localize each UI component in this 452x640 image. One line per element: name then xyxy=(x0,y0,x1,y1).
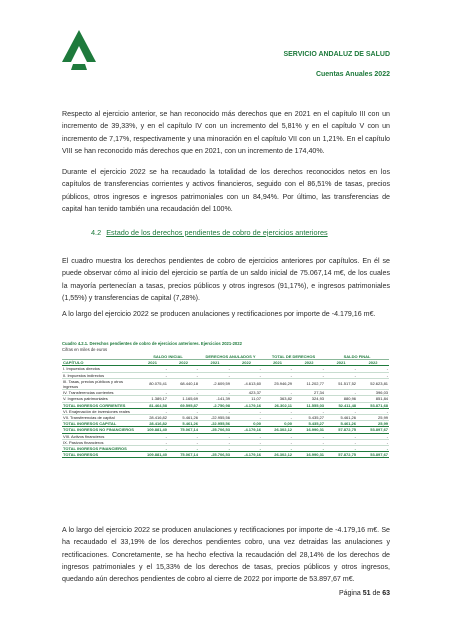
table-total-row xyxy=(62,427,389,433)
group-header-total-derechos: TOTAL DE DERECHOS xyxy=(262,354,325,360)
table-cell: 11.555,03 xyxy=(293,402,325,408)
table-cell: -2.750,98 xyxy=(199,402,231,408)
paragraph-anulaciones: A lo largo del ejercicio 2022 se producen anulaciones y rectificaciones por importe de -4.179,16 m€. xyxy=(62,310,376,318)
paragraph-capitulos: Respecto al ejercicio anterior, se han reconocido más derechos que en 2021 en el capítulo III con un incremento de 39,33%, y en el capítulo IV con un incremento del 5,81% y en el capítulo V con un incremento de 7,17%, respectivamente y una minoración en el capítulo VII con un 1,21%. En el capítulo VIII se han reconocido más derechos que en 2021, con un incremento de 174,40%. xyxy=(62,110,390,155)
table-cell: - xyxy=(325,366,357,372)
table-cell: 68.440,18 xyxy=(168,378,199,389)
table-cell: 28.416,82 xyxy=(137,415,168,421)
table-cell: - xyxy=(199,408,231,414)
table-cell: 16.990,31 xyxy=(293,427,325,433)
table-cell: - xyxy=(168,439,199,445)
table-cell: - xyxy=(293,372,325,378)
table-cell: -4.179,16 xyxy=(231,427,262,433)
row-label: TOTAL INGRESOS CORRIENTES xyxy=(62,402,137,408)
table-cell: - xyxy=(199,372,231,378)
group-header-saldo-inicial: SALDO INICIAL xyxy=(137,354,199,360)
table-cell: 25,99 xyxy=(357,421,389,427)
page-prefix: Página xyxy=(338,590,361,597)
table-subcaption: Cifras en miles de euros xyxy=(62,347,108,352)
table-cell: - xyxy=(231,366,262,372)
table-cell: -25.706,53 xyxy=(199,452,231,458)
year-header: 2022 xyxy=(231,360,262,366)
row-label: IV. Transferencias corrientes xyxy=(62,390,137,396)
table-cell: 0,00 xyxy=(262,421,293,427)
table-cell: - xyxy=(293,408,325,414)
table-total-row xyxy=(62,402,389,408)
table-cell: - xyxy=(357,372,389,378)
table-cell: - xyxy=(325,446,357,452)
table-cell: - xyxy=(293,433,325,439)
year-header: 2022 xyxy=(357,360,389,366)
table-cell: - xyxy=(199,433,231,439)
table-cell: 69.595,87 xyxy=(168,402,199,408)
table-cell: 396,03 xyxy=(357,390,389,396)
table-cell: -22.955,56 xyxy=(199,415,231,421)
table-cell: - xyxy=(262,390,293,396)
table-body xyxy=(62,366,389,458)
row-label: VIII. Activos financieros xyxy=(62,433,137,439)
table-cell: -2.609,59 xyxy=(199,378,231,389)
table-cell: 851,84 xyxy=(357,396,389,402)
table-cell: - xyxy=(293,439,325,445)
paragraph-cuadro: El cuadro muestra los derechos pendientes de cobro de ejercicios anteriores por capítulos. En él se puede observar cómo al inicio del ejercicio se partía de un saldo inicial de 75.067,14 m€, de los cuales la mayoría pertenecían a tasas, precios públicos y otros ingresos (91,17%), e ingresos patrimoniales (1,55%) y transferencias de capital (7,28%). xyxy=(62,257,390,302)
section-heading xyxy=(91,228,328,237)
table-cell: 27,34 xyxy=(293,390,325,396)
table-cell: -141,39 xyxy=(199,396,231,402)
table-cell: 51.517,52 xyxy=(325,378,357,389)
year-header: 2021 xyxy=(262,360,293,366)
table-cell: 5.435,27 xyxy=(293,421,325,427)
table-cell: -4.179,16 xyxy=(231,402,262,408)
table-cell: - xyxy=(262,446,293,452)
table-cell: - xyxy=(231,439,262,445)
row-label: IX. Pasivos financieros xyxy=(62,439,137,445)
table-cell: - xyxy=(199,446,231,452)
table-cell: - xyxy=(137,439,168,445)
page-separator: de xyxy=(372,590,381,597)
table-cell: -25.706,53 xyxy=(199,427,231,433)
year-header: 2021 xyxy=(137,360,168,366)
year-header: 2022 xyxy=(293,360,325,366)
table-cell: - xyxy=(199,390,231,396)
table-cell: - xyxy=(168,433,199,439)
row-label: I. Impuestos directos xyxy=(62,366,137,372)
table-cell: - xyxy=(199,366,231,372)
table-cell: - xyxy=(137,446,168,452)
table-cell: 5.461,26 xyxy=(325,421,357,427)
table-cell: 53.897,67 xyxy=(357,427,389,433)
table-cell: 11,07 xyxy=(231,396,262,402)
table-cell: 25.946,29 xyxy=(262,378,293,389)
table-cell: 26.302,12 xyxy=(262,452,293,458)
row-label: TOTAL INGRESOS xyxy=(62,452,137,458)
table-cell: 5.461,26 xyxy=(168,421,199,427)
table-cell: 5.461,26 xyxy=(325,415,357,421)
row-label: TOTAL INGRESOS NO FINANCIEROS xyxy=(62,427,137,433)
table-cell: 25,99 xyxy=(357,415,389,421)
paragraph-recaudado: A lo largo del ejercicio 2022 se producen anulaciones y rectificaciones por importe de -4.179,16 m€. Se ha recaudado el 33,19% de los derechos pendientes cobro, una vez detraidas las anulaciones y rectificaciones. Concretamente, se ha hecho efectiva la recaudación del 28,14% de los derechos de ingresos patrimoniales y el 15,33% de los derechos de tasas, precios públicos y otros ingresos, quedando aún derechos pendientes de cobro al cierre de 2022 por importe de 53.897,67 m€. xyxy=(62,526,390,584)
table-cell: - xyxy=(168,390,199,396)
table-row xyxy=(62,415,389,421)
table-cell: 109.881,40 xyxy=(137,452,168,458)
table-cell: - xyxy=(137,433,168,439)
table-cell: - xyxy=(325,408,357,414)
table-cell: 11.202,77 xyxy=(293,378,325,389)
table-cell: - xyxy=(137,372,168,378)
row-label: VI. Enajenación de inversiones reales xyxy=(62,408,137,414)
table-cell: 880,96 xyxy=(325,396,357,402)
table-cell: 57.872,75 xyxy=(325,427,357,433)
table-cell: - xyxy=(262,433,293,439)
row-label: II. Impuestos indirectos xyxy=(62,372,137,378)
table-cell: -22.955,56 xyxy=(199,421,231,427)
table-cell: 75.067,14 xyxy=(168,452,199,458)
group-header-saldo-final: SALDO FINAL xyxy=(325,354,389,360)
row-label: TOTAL INGRESOS CAPITAL xyxy=(62,421,137,427)
table-cell: - xyxy=(262,415,293,421)
page-total: 63 xyxy=(382,590,390,597)
table-cell: 52.411,48 xyxy=(325,402,357,408)
table-cell: - xyxy=(262,366,293,372)
row-label: V. Ingresos patrimoniales xyxy=(62,396,137,402)
table-cell: 80.075,41 xyxy=(137,378,168,389)
header-organization: SERVICIO ANDALUZ DE SALUD xyxy=(283,51,390,58)
table-cell: - xyxy=(357,366,389,372)
page-current: 51 xyxy=(362,590,371,597)
table-cell: 16.990,31 xyxy=(293,452,325,458)
table-cell: 57.872,75 xyxy=(325,452,357,458)
table-cell: 423,37 xyxy=(231,390,262,396)
group-header-anulados: DERECHOS ANULADOS Y xyxy=(199,354,262,360)
table-total-row xyxy=(62,421,389,427)
table-cell: - xyxy=(325,372,357,378)
table-cell: 324,93 xyxy=(293,396,325,402)
junta-andalucia-logo xyxy=(62,30,96,70)
row-label: III. Tasas, precios públicos y otros ingresos xyxy=(62,378,137,389)
year-header: 2021 xyxy=(325,360,357,366)
table-cell: - xyxy=(231,433,262,439)
table-cell: 109.881,40 xyxy=(137,427,168,433)
table-cell: 81.464,58 xyxy=(137,402,168,408)
table-cell: -4.613,60 xyxy=(231,378,262,389)
table-cell: 26.302,11 xyxy=(262,402,293,408)
page-number xyxy=(339,590,390,597)
table-cell: -4.179,16 xyxy=(231,452,262,458)
table-cell: - xyxy=(293,446,325,452)
table-cell: - xyxy=(357,433,389,439)
paragraph-recaudacion: Durante el ejercicio 2022 se ha recaudado la totalidad de los derechos reconocidos netos en los capítulos de transferencias corrientes y activos financieros, seguido con el 86,51% de tasas, precios públicos, otros ingresos e ingresos patrimoniales con un 84,94%. Por último, las transferencias de capital han tenido también una recaudación del 100%. xyxy=(62,168,390,213)
table-cell: - xyxy=(137,390,168,396)
row-label: TOTAL INGRESOS FINANCIEROS xyxy=(62,446,137,452)
table-cell: - xyxy=(293,366,325,372)
table-cell: 1.389,17 xyxy=(137,396,168,402)
table-cell: - xyxy=(137,366,168,372)
table-cell: - xyxy=(199,439,231,445)
year-header: 2021 xyxy=(199,360,231,366)
table-cell: 26.302,12 xyxy=(262,427,293,433)
column-header-capitulo: CAPÍTULO xyxy=(62,360,137,366)
table-cell: - xyxy=(168,446,199,452)
table-cell: - xyxy=(168,408,199,414)
table-cell: - xyxy=(325,390,357,396)
header-document-title: Cuentas Anuales 2022 xyxy=(315,71,390,78)
table-cell: - xyxy=(231,408,262,414)
table-total-row xyxy=(62,452,389,458)
row-label: VII. Transferencias de capital xyxy=(62,415,137,421)
table-cell: 75.067,14 xyxy=(168,427,199,433)
table-cell: 0,00 xyxy=(231,421,262,427)
section-number: 4.2 xyxy=(91,228,102,237)
table-cell: - xyxy=(231,415,262,421)
table-cell: - xyxy=(262,439,293,445)
table-cell: - xyxy=(231,372,262,378)
derechos-pendientes-table xyxy=(62,354,389,458)
table-cell: 5.435,27 xyxy=(293,415,325,421)
table-cell: - xyxy=(357,439,389,445)
table-cell: - xyxy=(231,446,262,452)
table-cell: 53.897,67 xyxy=(357,452,389,458)
table-cell: - xyxy=(262,372,293,378)
table-cell: 363,82 xyxy=(262,396,293,402)
table-cell: - xyxy=(168,372,199,378)
table-cell: - xyxy=(325,433,357,439)
table-cell: - xyxy=(357,446,389,452)
table-cell: 1.165,69 xyxy=(168,396,199,402)
table-cell: - xyxy=(325,439,357,445)
table-cell: - xyxy=(262,408,293,414)
year-header: 2022 xyxy=(168,360,199,366)
table-cell: - xyxy=(168,366,199,372)
table-cell: - xyxy=(357,408,389,414)
section-title-link[interactable]: Estado de los derechos pendientes de cobro de ejercicios anteriores xyxy=(106,228,328,237)
table-cell: - xyxy=(137,408,168,414)
table-cell: 52.623,81 xyxy=(357,378,389,389)
table-cell: 53.871,68 xyxy=(357,402,389,408)
table-caption: Cuadro 4.2.1. Derechos pendientes de cobro de ejercicios anteriores. Ejercicios 2021-2022 xyxy=(62,341,242,346)
table-row xyxy=(62,378,389,389)
table-cell: 5.461,26 xyxy=(168,415,199,421)
table-cell: 28.416,82 xyxy=(137,421,168,427)
